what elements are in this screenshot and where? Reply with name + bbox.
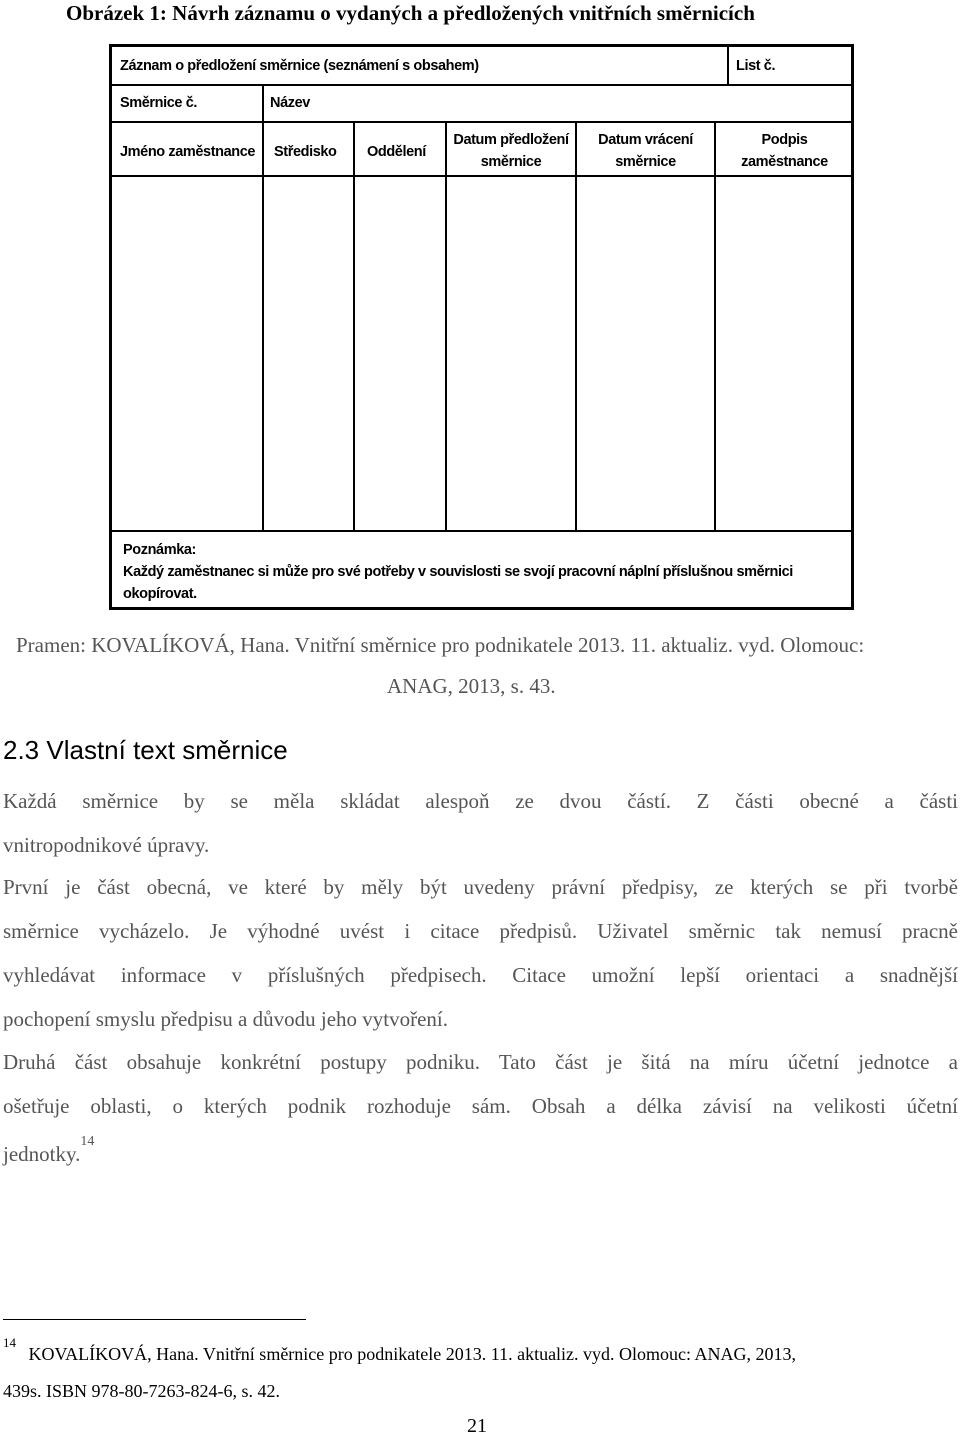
form-header: Záznam o předložení směrnice (seznámení s obsahem) (120, 58, 479, 74)
column-header-return-date-sub: směrnice (615, 154, 676, 170)
sheet-label: List č. (736, 58, 776, 74)
form-rule (714, 122, 716, 531)
form-rule (575, 122, 577, 531)
directive-name-label: Název (270, 95, 310, 111)
record-form (109, 44, 854, 610)
paragraph-line: Druhá část obsahuje konkrétní postupy podniku. Tato část je šitá na míru účetní jednotce a (3, 1050, 958, 1074)
directive-number-label: Směrnice č. (120, 95, 198, 111)
footnote-number: 14 (3, 1335, 16, 1350)
column-header-employee-name: Jméno zaměstnance (120, 144, 256, 160)
figure-title: Obrázek 1: Návrh záznamu o vydaných a předložených vnitřních směrnicích (66, 1, 755, 25)
paragraph-line (3, 1134, 95, 1166)
form-rule (262, 85, 264, 531)
form-rule (353, 122, 355, 531)
column-header-center: Středisko (274, 144, 337, 160)
section-heading: 2.3 Vlastní text směrnice (3, 735, 288, 765)
footnote (3, 1335, 797, 1365)
footnote-text-line: 439s. ISBN 978-80-7263-824-6, s. 42. (3, 1381, 280, 1401)
page-number: 21 (467, 1415, 487, 1437)
column-header-submission-date-sub: směrnice (480, 154, 542, 170)
form-rule (112, 121, 851, 123)
paragraph-line: směrnice vycházelo. Je výhodné uvést i citace předpisů. Uživatel směrnic tak nemusí pracně (3, 919, 958, 943)
column-header-signature: Podpis (761, 132, 808, 148)
paragraph-line: ošetřuje oblasti, o kterých podnik rozhoduje sám. Obsah a délka závisí na velikosti účetní (3, 1094, 958, 1118)
paragraph-end: jednotky. (3, 1142, 81, 1166)
form-rule (112, 530, 851, 532)
paragraph-line: pochopení smyslu předpisu a důvodu jeho vytvoření. (3, 1007, 449, 1031)
source-line: ANAG, 2013, s. 43. (387, 674, 556, 698)
column-header-signature-sub: zaměstnance (741, 154, 828, 170)
note-text-line: Každý zaměstnanec si může pro své potřeby v souvislosti se svojí pracovní náplní příslušnou směrnici (123, 564, 793, 580)
column-header-submission-date: Datum předložení (453, 132, 569, 148)
paragraph-line: První je část obecná, ve které by měly být uvedeny právní předpisy, ze kterých se při tvorbě (3, 875, 958, 899)
source-line: Pramen: KOVALÍKOVÁ, Hana. Vnitřní směrnice pro podnikatele 2013. 11. aktualiz. vyd. Olomouc: (16, 633, 865, 657)
footnote-reference[interactable]: 14 (80, 1134, 95, 1149)
note-label: Poznámka: (123, 542, 196, 558)
footnote-divider (3, 1319, 306, 1320)
form-rule (112, 84, 851, 86)
column-header-return-date: Datum vrácení (598, 132, 693, 148)
form-rule (112, 175, 851, 177)
form-rule (727, 47, 729, 85)
paragraph-line: vyhledávat informace v příslušných předpisech. Citace umožní lepší orientaci a snadnější (3, 963, 958, 987)
note-text-line: okopírovat. (123, 586, 197, 602)
paragraph-line: vnitropodnikové úpravy. (3, 833, 210, 857)
column-header-department: Oddělení (367, 144, 426, 160)
footnote-text-line: KOVALÍKOVÁ, Hana. Vnitřní směrnice pro podnikatele 2013. 11. aktualiz. vyd. Olomouc: ANAG, 2013, (28, 1344, 797, 1364)
paragraph-line: Každá směrnice by se měla skládat alespoň ze dvou částí. Z části obecné a části (3, 789, 958, 813)
form-rule (445, 122, 447, 531)
